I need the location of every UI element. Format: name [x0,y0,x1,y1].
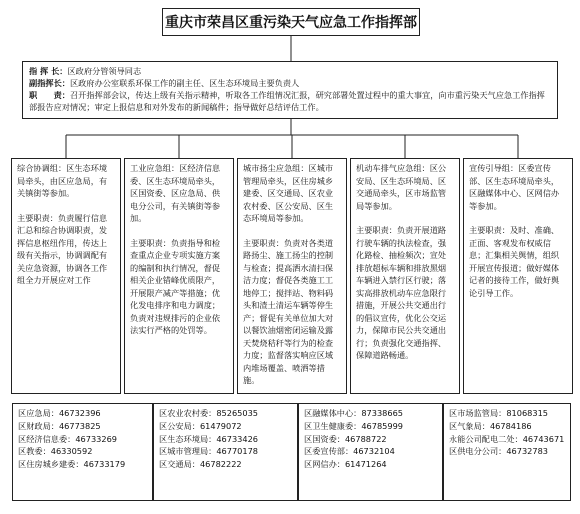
contact-entry: 区委宣传部：46732104 [304,446,395,457]
group-lead-text: 综合协调组：区生态环境局牵头，由区应急局，有关镇街等参加。 [17,163,108,198]
group-vehicle-exhaust-emergency [350,158,460,394]
group-industrial-emergency [124,158,234,394]
contact-column-2 [153,403,298,501]
contact-entry: 区融媒体中心：87338665 [304,408,403,418]
contact-entry: 区气象局：46784186 [449,420,532,431]
headquarters-title: 重庆市荣昌区重污染天气应急工作指挥部 [165,15,417,31]
commander-row [29,65,551,77]
contact-entry: 永能公司配电二处：46743671 [449,433,565,444]
contact-column-4 [443,403,571,501]
commander-value: 区政府分管领导同志 [67,66,142,76]
contact-entry: 区住房城乡建委：46733179 [18,459,126,470]
contact-entry: 区公安局：61479072 [159,420,242,431]
commander-label: 指 挥 长： [29,66,68,76]
contact-entry: 区市场监管局：81068315 [449,408,548,418]
group-urban-dust-emergency [237,158,347,394]
group-lead-text: 宣传引导组：区委宣传部、区生态环境局牵头，区融媒体中心、区网信办等参加。 [469,163,560,211]
contact-entry: 区交通局：46782222 [159,459,242,470]
duty-row [29,89,551,113]
group-lead-text: 工业应急组：区经济信息委、区生态环境局牵头，区国资委、区应急局、供电分公司，有关镇街等参加。 [130,163,221,223]
headquarters-title-box [162,8,420,36]
contact-entry: 区应急局：46732396 [18,408,101,418]
vice-commander-value: 区政府办公室联系环保工作的副主任、区生态环境局主要负责人 [69,78,300,88]
contact-column-1 [12,403,153,501]
group-duty-text: 主要职责：及时、准确、正面、客观发布权威信息；汇集相关舆情，组织开展宣传报道；做好媒体记者的接待工作，做好舆论引导工作。 [469,225,560,298]
contact-entry: 区城市管理局：46770178 [159,446,258,457]
vice-commander-row [29,77,551,89]
group-duty-text: 主要职责：负责履行信息汇总和综合协调职责，发挥信息枢纽作用，传达上级有关指示，协调调配有关应急资源，协调各工作组全力开展应对工作 [17,212,108,285]
contact-entry: 区国资委：46788722 [304,433,387,444]
contact-entry: 区农业农村委：85265035 [159,408,258,418]
contact-entry: 区财政局：46773825 [18,420,101,431]
contact-entry: 区网信办：61471264 [304,459,387,470]
duty-label: 职 责： [29,90,70,100]
contact-entry: 区卫生健康委：46785999 [304,420,403,431]
group-lead-text: 机动车排气应急组：区公安局、区生态环境局、区交通局牵头，区市场监管局等参加。 [356,163,447,211]
contact-entry: 区生态环境局：46733426 [159,433,258,444]
vice-commander-label: 副指挥长： [29,78,70,88]
contact-entry: 区供电分公司：46732783 [449,446,548,457]
contact-entry: 区教委：46330592 [18,446,93,457]
group-lead-text: 城市扬尘应急组：区城市管理局牵头，区住房城乡建委、区交通局、区农业农村委、区公安局、区生态环境局等参加。 [243,163,334,223]
group-comprehensive-coordination [11,158,121,394]
leadership-box [22,61,558,119]
duty-value: 召开指挥部会议，传达上级有关指示精神，听取各工作组情况汇报，研究部署处置过程中的重大事宜，向市重污染天气应急工作指挥部报告应对情况；审定上报信息和对外发布的新闻稿件；指导做好总结评估工作。 [29,90,545,112]
contact-entry: 区经济信息委：46733269 [18,433,117,444]
group-duty-text: 主要职责：负责对各类道路扬尘、施工扬尘的控制与检查；提高洒水清扫保洁力度；督促各类施工工地停工；搅拌站、物料码头和渣土清运车辆等停生产；督促有关单位加大对以餐饮油烟密闭运输及露天焚烧秸秆等行为的检查力度；监督落实响应区域内堆场覆盖、喷洒等措施。 [243,237,334,385]
group-duty-text: 主要职责：负责指导和检查重点企业专项实施方案的编制和执行情况，督促相关企业错峰优质限产，开展限产减产等措施；优化发电排序和电力调度；负责对违规排污的企业依法实行严格的处罚等。 [130,237,221,335]
group-duty-text: 主要职责：负责开展道路行驶车辆的执法检查，强化路检、抽检频次；宣处排放超标车辆和排放黑烟车辆进入禁行区行驶；落实高排放机动车应急限行措施，开展公共交通出行的倡议宣传，优化公交运力，保障市民公共交通出行；负责强化交通指挥、保障道路畅通。 [356,225,447,360]
group-publicity-guidance [463,158,573,394]
contact-column-3 [298,403,443,501]
